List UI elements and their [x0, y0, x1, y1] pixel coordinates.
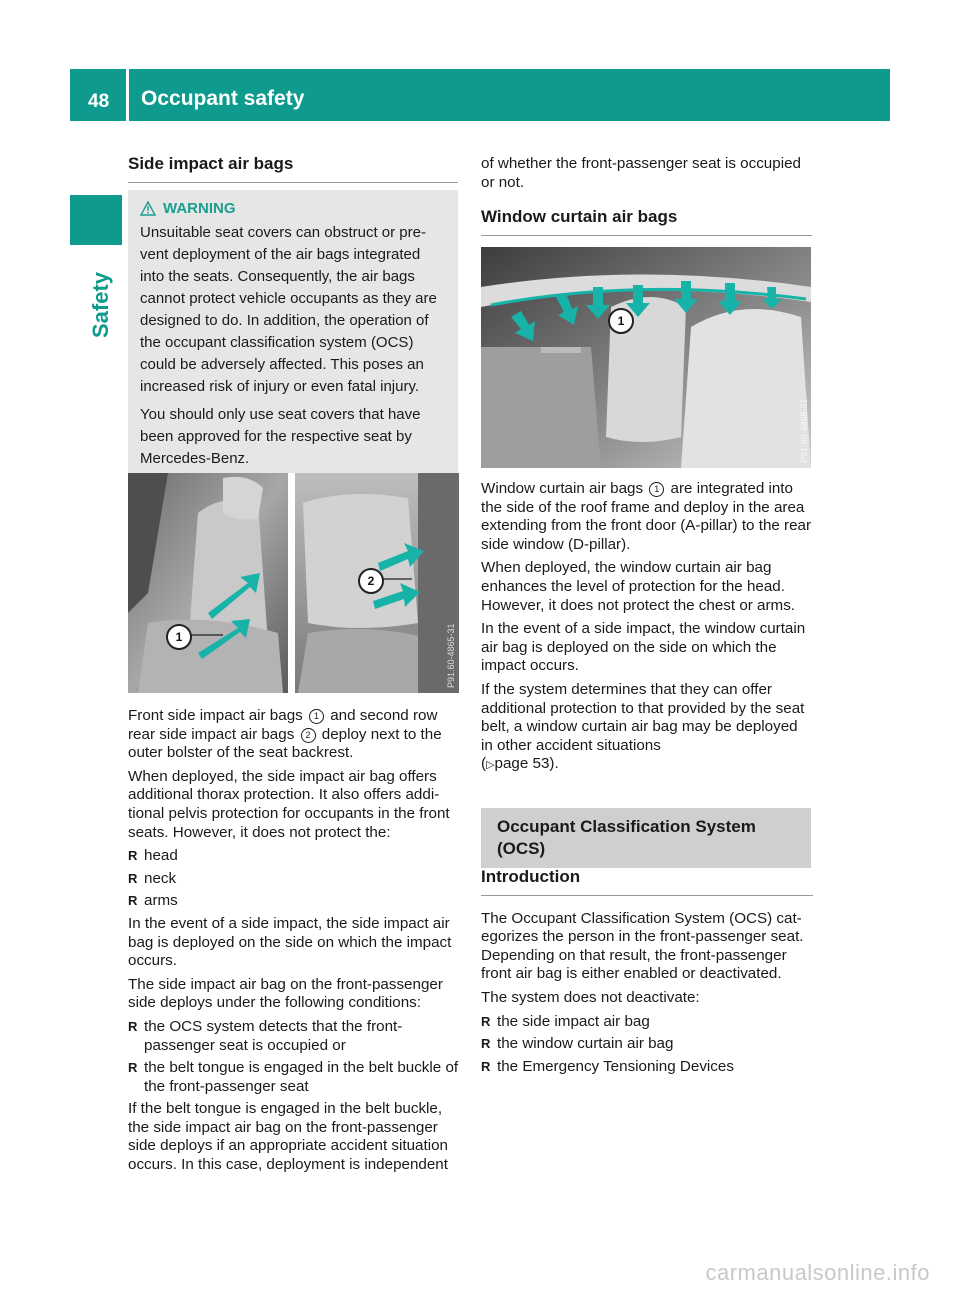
heading-side-impact: Side impact air bags — [128, 155, 458, 183]
list-item: R the Emergency Tensioning Devices — [481, 1058, 813, 1077]
page-number: 48 — [88, 91, 110, 112]
list-item: R arms — [128, 892, 460, 911]
warning-triangle-icon — [140, 201, 156, 216]
footer-watermark: carmanualsonline.info — [705, 1260, 930, 1285]
chapter-title: Occupant safety — [141, 87, 305, 110]
heading-introduction: Introduction — [481, 868, 813, 896]
paragraph-conditions: The side impact air bag on the front-passenger side deploys under the following conditions: — [128, 975, 443, 1012]
callout-ref-1: 1 — [309, 709, 324, 724]
caption-text-a: Window curtain air bags — [481, 480, 644, 497]
callout-2: 2 — [358, 568, 384, 594]
list-item: R the belt tongue is engaged in the belt buckle of the front-passenger seat — [128, 1059, 460, 1096]
ocs-heading-line-1: Occupant Classification System — [497, 817, 756, 836]
callout-1: 1 — [608, 308, 634, 334]
system-text: If the system determines that they can offer additional protection to that provided by the seat belt, a window curtain air bag may be deployed in other accident situations — [481, 680, 805, 754]
warning-text-1: Unsuitable seat covers can obstruct or pre-vent deployment of the air bags integrated into the seats. Consequently, the air bags cannot protect vehicle occupants as they are designed to do. In addition, the operation of the occupant classification system (OCS) could be adversely affected. This poses an increased risk of injury or even fatal injury. — [140, 224, 437, 396]
list-item: R the OCS system detects that the front-passenger seat is occupied or — [128, 1018, 460, 1055]
right-column-intro — [481, 868, 813, 1080]
right-column-top — [481, 155, 812, 236]
left-column-top — [128, 155, 458, 480]
paragraph-belt-tongue: If the belt tongue is engaged in the belt buckle, the side impact air bag on the front-passenger side deploys if an appropriate accident situation occurs. In this case, deployment is independent — [128, 1100, 448, 1174]
list-item: R head — [128, 847, 460, 866]
list-item: R neck — [128, 870, 460, 889]
caption-side-impact — [128, 707, 460, 763]
page-number-box — [70, 69, 126, 121]
paragraph-deployed: When deployed, the side impact air bag offers additional thorax protection. It also offers addi-tional pelvis protection for occupants in the front seats. However, it does not protect the: — [128, 767, 450, 841]
bullet-list-not-deactivated — [481, 1013, 813, 1077]
warning-title — [140, 200, 448, 219]
page-ref-arrow-icon: ▷ — [486, 759, 495, 772]
bullet-list-conditions — [128, 1018, 460, 1096]
callout-1: 1 — [166, 624, 192, 650]
section-tab — [88, 250, 128, 340]
ocs-section-box — [481, 808, 811, 868]
caption-text-a: Front side impact air bags — [128, 707, 303, 724]
paragraph-head-protection: When deployed, the window curtain air bag enhances the level of protection for the head. However, it does not protect the chest or arms. — [481, 559, 796, 614]
window-curtain-illustration — [481, 247, 811, 468]
warning-text-2: You should only use seat covers that have been approved for the respective seat by Mercedes-Benz. — [140, 406, 421, 468]
section-tab-label: Safety — [88, 271, 113, 338]
callout-ref-2: 2 — [301, 728, 316, 743]
caption-text-b: and second row rear side impact air bags — [128, 707, 438, 743]
heading-window-curtain: Window curtain air bags — [481, 208, 812, 236]
caption-window-curtain — [481, 480, 813, 554]
window-curtain-figure — [481, 247, 811, 468]
warning-box — [128, 190, 458, 481]
list-item: R the window curtain air bag — [481, 1035, 813, 1054]
paragraph-continued: of whether the front-passenger seat is occupied or not. — [481, 155, 801, 191]
page-ref-link[interactable]: page 53). — [494, 755, 559, 773]
figure-code: P91.60-4866-31 — [799, 398, 809, 463]
caption-text-b: are integrated into the side of the roof frame and deploy in the area extending from the front door (A-pillar) to the rear side window (D-pillar). — [481, 480, 812, 553]
header-bar — [129, 69, 890, 121]
callout-ref-1: 1 — [649, 482, 664, 497]
caption-text-c: deploy next to the outer bolster of the seat backrest. — [128, 725, 442, 762]
right-column-body — [481, 480, 813, 780]
paragraph-system — [481, 681, 813, 775]
ref-prefix: ( — [481, 755, 487, 773]
section-tab-block — [70, 195, 122, 245]
paragraph-intro: The Occupant Classification System (OCS) cat-egorizes the person in the front-passenger seat. Depending on that result, the front-passenger front air bag is either enabled or deactivated. — [481, 909, 804, 983]
paragraph-event: In the event of a side impact, the window curtain air bag is deployed on the side on which the impact occurs. — [481, 620, 806, 675]
bullet-list-not-protected — [128, 847, 460, 911]
list-item: R the side impact air bag — [481, 1013, 813, 1032]
ocs-heading-line-2: (OCS) — [497, 839, 546, 858]
figure-code: P91.60-4865-31 — [446, 623, 456, 688]
warning-label: WARNING — [163, 199, 236, 217]
side-impact-illustration — [128, 473, 459, 693]
paragraph-event: In the event of a side impact, the side impact air bag is deployed on the side on which the impact occurs. — [128, 914, 452, 970]
paragraph-not-deactivate: The system does not deactivate: — [481, 988, 700, 1006]
side-impact-figure — [128, 473, 459, 693]
left-column-body — [128, 707, 460, 1180]
